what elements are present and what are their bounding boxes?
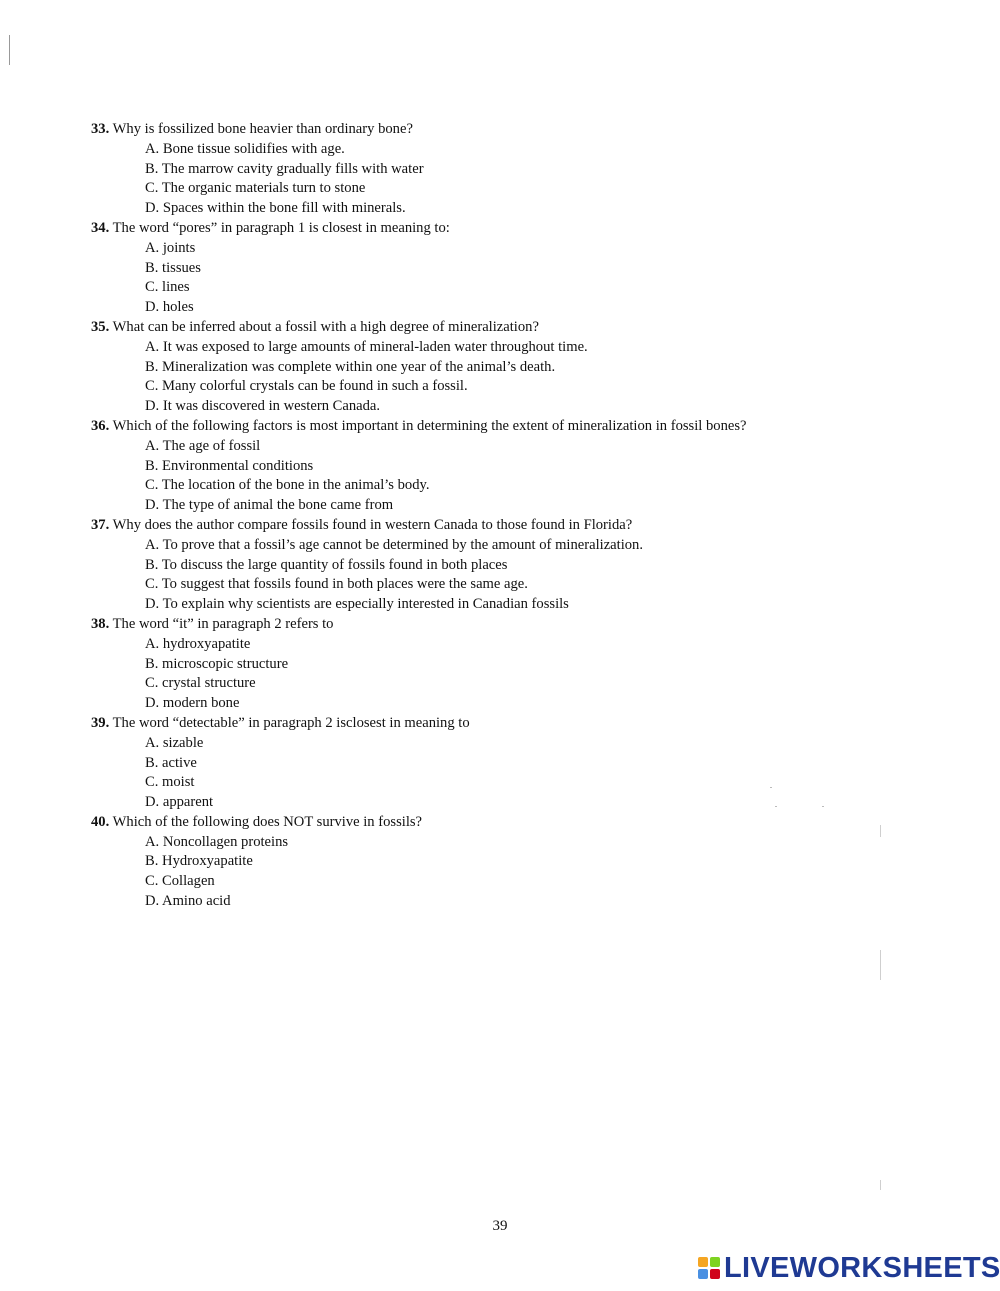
brand-text: LIVEWORKSHEETS — [724, 1252, 1000, 1284]
option-d[interactable]: D. To explain why scientists are especially interested in Canadian fossils — [145, 596, 569, 613]
question-number: 36. — [91, 417, 110, 434]
option-c[interactable]: C. Collagen — [145, 873, 215, 890]
question-34 — [91, 219, 821, 318]
option-b[interactable]: B. active — [145, 754, 197, 771]
scan-line — [880, 825, 881, 837]
question-text: What can be inferred about a fossil with a high degree of mineralization? — [112, 318, 539, 335]
scan-mark — [9, 35, 10, 65]
question-number: 33. — [91, 121, 110, 137]
option-b[interactable]: B. The marrow cavity gradually fills with water — [145, 160, 424, 177]
option-a[interactable]: A. It was exposed to large amounts of mineral-laden water throughout time. — [145, 338, 588, 355]
option-a[interactable]: A. The age of fossil — [145, 437, 261, 454]
question-text: Which of the following does NOT survive in fossils? — [112, 813, 423, 830]
question-36 — [91, 417, 821, 516]
option-c[interactable]: C. moist — [145, 774, 195, 791]
question-number: 40. — [91, 813, 110, 830]
question-text: Which of the following factors is most important in determining the extent of mineralization in fossil bones? — [112, 417, 747, 434]
question-38 — [91, 615, 821, 714]
option-c[interactable]: C. crystal structure — [145, 675, 256, 692]
option-c[interactable]: C. To suggest that fossils found in both places were the same age. — [145, 576, 528, 593]
question-text: The word “detectable” in paragraph 2 isclosest in meaning to — [112, 714, 470, 731]
option-d[interactable]: D. modern bone — [145, 695, 240, 712]
option-a[interactable]: A. sizable — [145, 734, 204, 751]
option-b[interactable]: B. Mineralization was complete within one year of the animal’s death. — [145, 358, 556, 375]
scan-line — [880, 950, 881, 980]
scan-speck — [770, 787, 772, 788]
question-33 — [91, 120, 821, 219]
question-number: 34. — [91, 219, 110, 236]
option-d[interactable]: D. It was discovered in western Canada. — [145, 398, 381, 415]
liveworksheets-icon — [698, 1257, 720, 1279]
question-number: 39. — [91, 714, 110, 731]
option-a[interactable]: A. hydroxyapatite — [145, 635, 251, 652]
question-number: 35. — [91, 318, 110, 335]
option-d[interactable]: D. apparent — [145, 794, 214, 811]
question-text: The word “it” in paragraph 2 refers to — [112, 615, 334, 632]
question-39 — [91, 714, 821, 813]
question-text: Why does the author compare fossils found in western Canada to those found in Florida? — [112, 516, 633, 533]
option-a[interactable]: A. Noncollagen proteins — [145, 833, 289, 850]
option-b[interactable]: B. tissues — [145, 259, 201, 276]
option-d[interactable]: D. holes — [145, 299, 194, 316]
option-b[interactable]: B. microscopic structure — [145, 655, 289, 672]
option-a[interactable]: A. Bone tissue solidifies with age. — [145, 140, 345, 157]
option-b[interactable]: B. Hydroxyapatite — [145, 853, 253, 870]
liveworksheets-logo — [698, 1253, 1000, 1283]
option-b[interactable]: B. Environmental conditions — [145, 457, 314, 474]
question-list — [91, 120, 821, 912]
option-d[interactable]: D. Amino acid — [145, 893, 231, 910]
option-d[interactable]: D. The type of animal the bone came from — [145, 497, 394, 514]
option-a[interactable]: A. To prove that a fossil’s age cannot be determined by the amount of mineralization. — [145, 536, 643, 553]
option-c[interactable]: C. Many colorful crystals can be found in such a fossil. — [145, 378, 468, 395]
question-number: 38. — [91, 615, 110, 632]
question-number: 37. — [91, 516, 110, 533]
question-37 — [91, 516, 821, 615]
question-text: The word “pores” in paragraph 1 is closest in meaning to: — [112, 219, 450, 236]
scan-speck — [822, 806, 824, 807]
question-text: Why is fossilized bone heavier than ordinary bone? — [112, 121, 413, 137]
option-c[interactable]: C. lines — [145, 279, 190, 296]
option-d[interactable]: D. Spaces within the bone fill with minerals. — [145, 200, 406, 217]
scan-speck — [775, 806, 777, 807]
option-c[interactable]: C. The organic materials turn to stone — [145, 180, 366, 197]
page-number: 39 — [492, 1218, 508, 1234]
option-a[interactable]: A. joints — [145, 239, 196, 256]
option-b[interactable]: B. To discuss the large quantity of fossils found in both places — [145, 556, 508, 573]
scan-line — [880, 1180, 881, 1190]
question-40 — [91, 813, 821, 912]
option-c[interactable]: C. The location of the bone in the animal’s body. — [145, 477, 430, 494]
question-35 — [91, 318, 821, 417]
